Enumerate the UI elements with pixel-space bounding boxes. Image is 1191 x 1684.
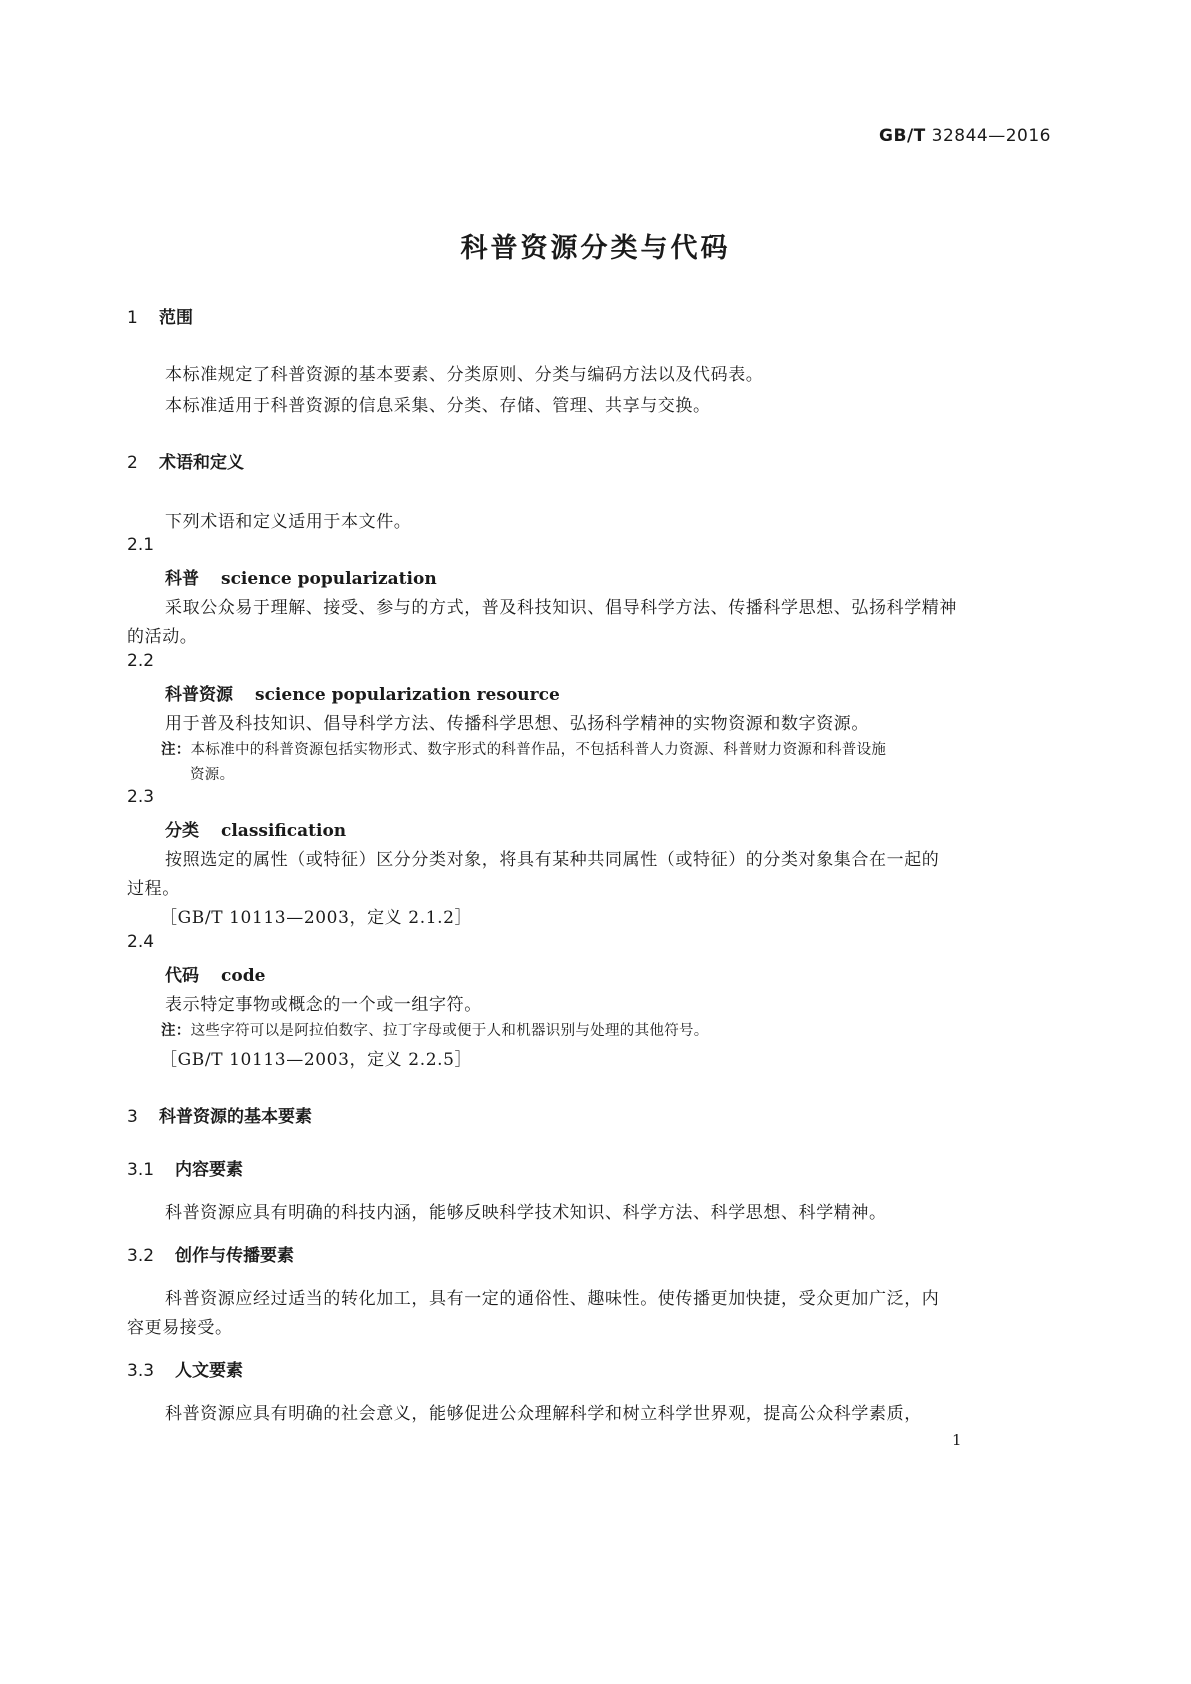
definition: 表示特定事物或概念的一个或一组字符。 bbox=[165, 995, 482, 1015]
section-title: 科普资源的基本要素 bbox=[159, 1107, 312, 1127]
paragraph: 科普资源应具有明确的科技内涵，能够反映科学技术知识、科学方法、科学思想、科学精神。 bbox=[165, 1203, 887, 1223]
definition: 过程。 bbox=[127, 879, 180, 899]
clause-number: 2.1 bbox=[127, 535, 155, 555]
definition: 采取公众易于理解、接受、参与的方式，普及科技知识、倡导科学方法、传播科学思想、弘扬科学精神 bbox=[165, 598, 957, 618]
section-2-heading bbox=[127, 448, 244, 473]
term-heading bbox=[165, 961, 265, 986]
section-number: 3.1 bbox=[127, 1160, 155, 1180]
subsection-3-3-heading bbox=[127, 1356, 243, 1381]
document-title: 科普资源分类与代码 bbox=[460, 233, 731, 264]
term-heading bbox=[165, 816, 346, 841]
section-1-heading bbox=[127, 303, 193, 328]
section-number: 2 bbox=[127, 453, 138, 473]
subsection-3-2-heading bbox=[127, 1241, 294, 1266]
term-heading bbox=[165, 564, 437, 589]
source-reference: ［GB/T 10113—2003，定义 2.1.2］ bbox=[160, 908, 473, 928]
paragraph: 下列术语和定义适用于本文件。 bbox=[165, 512, 412, 532]
term-en: science popularization bbox=[221, 569, 437, 589]
definition: 的活动。 bbox=[127, 627, 198, 647]
paragraph: 科普资源应具有明确的社会意义，能够促进公众理解科学和树立科学世界观，提高公众科学素质， bbox=[165, 1404, 922, 1424]
term-zh: 科普资源 bbox=[165, 685, 233, 705]
section-title: 范围 bbox=[159, 308, 193, 328]
section-title: 内容要素 bbox=[175, 1160, 243, 1180]
section-title: 术语和定义 bbox=[159, 453, 244, 473]
standard-number: 32844—2016 bbox=[931, 126, 1051, 146]
definition: 用于普及科技知识、倡导科学方法、传播科学思想、弘扬科学精神的实物资源和数字资源。 bbox=[165, 714, 869, 734]
term-en: science popularization resource bbox=[255, 685, 560, 705]
definition: 按照选定的属性（或特征）区分分类对象，将具有某种共同属性（或特征）的分类对象集合在一起的 bbox=[165, 850, 940, 870]
section-title: 创作与传播要素 bbox=[175, 1246, 294, 1266]
clause-number: 2.2 bbox=[127, 651, 155, 671]
subsection-3-1-heading bbox=[127, 1155, 243, 1180]
source-reference: ［GB/T 10113—2003，定义 2.2.5］ bbox=[160, 1050, 473, 1070]
section-number: 3.2 bbox=[127, 1246, 155, 1266]
section-3-heading bbox=[127, 1102, 312, 1127]
note bbox=[161, 738, 886, 759]
note-text: 本标准中的科普资源包括实物形式、数字形式的科普作品，不包括科普人力资源、科普财力资源和科普设施 bbox=[190, 742, 887, 758]
page-number: 1 bbox=[952, 1431, 962, 1449]
standard-prefix: GB/T bbox=[879, 126, 926, 146]
term-en: code bbox=[221, 966, 266, 986]
note-continuation: 资源。 bbox=[190, 767, 235, 783]
clause-number: 2.3 bbox=[127, 787, 155, 807]
term-zh: 科普 bbox=[165, 569, 199, 589]
note bbox=[161, 1019, 709, 1040]
term-zh: 分类 bbox=[165, 821, 199, 841]
term-heading bbox=[165, 680, 560, 705]
note-label: 注： bbox=[161, 742, 191, 758]
paragraph: 容更易接受。 bbox=[127, 1318, 233, 1338]
term-en: classification bbox=[221, 821, 347, 841]
section-title: 人文要素 bbox=[175, 1361, 243, 1381]
term-zh: 代码 bbox=[165, 966, 199, 986]
clause-number: 2.4 bbox=[127, 932, 155, 952]
paragraph: 本标准适用于科普资源的信息采集、分类、存储、管理、共享与交换。 bbox=[165, 396, 711, 416]
paragraph: 科普资源应经过适当的转化加工，具有一定的通俗性、趣味性。使传播更加快捷，受众更加广泛，内 bbox=[165, 1289, 940, 1309]
standard-code bbox=[879, 126, 1051, 146]
paragraph: 本标准规定了科普资源的基本要素、分类原则、分类与编码方法以及代码表。 bbox=[165, 365, 764, 385]
section-number: 3.3 bbox=[127, 1361, 155, 1381]
note-label: 注： bbox=[161, 1023, 191, 1039]
section-number: 3 bbox=[127, 1107, 138, 1127]
section-number: 1 bbox=[127, 308, 138, 328]
note-text: 这些字符可以是阿拉伯数字、拉丁字母或便于人和机器识别与处理的其他符号。 bbox=[190, 1023, 709, 1039]
